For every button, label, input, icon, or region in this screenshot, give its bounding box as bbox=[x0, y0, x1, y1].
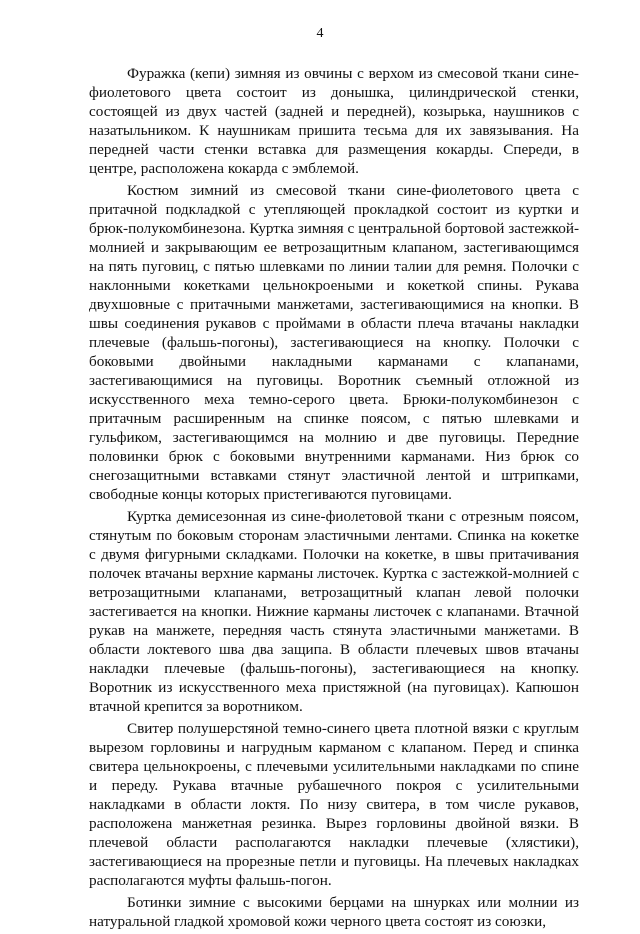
document-body bbox=[89, 64, 579, 934]
page-number: 4 bbox=[316, 26, 324, 41]
paragraph-cap: Фуражка (кепи) зимняя из овчины с верхом из смесовой ткани сине-фиолетового цвета состоит из донышка, цилиндрической стенки, состоящей из двух частей (задней и передней), козырька, наушников с назатыльником. К наушникам пришита тесьма для их завязывания. На передней части стенки вставка для размещения кокарды. Спереди, в центре, расположена кокарда с эмблемой. bbox=[89, 65, 579, 177]
paragraph-winter-suit: Костюм зимний из смесовой ткани сине-фиолетового цвета с притачной подкладкой с утепляющей прокладкой состоит из куртки и брюк-полукомбинезона. Куртка зимняя с центральной бортовой застежкой-молнией и закрывающим ее ветрозащитным клапаном, застегивающимся на пять пуговиц, с пятью шлевками по линии талии для ремня. Полочки с наклонными кокетками цельнокроеными и кокеткой спины. Рукава двухшовные с притачными манжетами, застегивающимися на кнопки. В швы соединения рукавов с проймами в области плеча втачаны накладки плечевые (фальшь-погоны), застегивающиеся на кнопку. Полочки с боковыми двойными накладными карманами с клапанами, застегивающимися на пуговицы. Воротник съемный отложной из искусственного меха темно-серого цвета. Брюки-полукомбинезон с притачным расширенным на спинке поясом, с пятью шлевками и гульфиком, застегивающимся на молнию и две пуговицы. Передние половинки брюк с боковыми внутренними карманами. Низ брюк со снегозащитными вставками стянут эластичной лентой и штрипками, свободные концы которых пристегиваются пуговицами. bbox=[89, 182, 579, 503]
paragraph-demi-season-jacket: Куртка демисезонная из сине-фиолетовой ткани с отрезным поясом, стянутым по боковым сторонам эластичными лентами. Спинка на кокетке с двумя фигурными складками. Полочки на кокетке, в швы притачивания полочек втачаны верхние карманы листочек. Куртка с застежкой-молнией с ветрозащитными клапанами, ветрозащитный клапан левой полочки застегивается на кнопки. Нижние карманы листочек с клапанами. Втачной рукав на манжете, передняя часть стянута эластичными манжетами. В области локтевого шва два защипа. В области плечевых швов втачаны накладки плечевые (фальшь-погоны), застегивающиеся на кнопку. Воротник из искусственного меха пристяжной (на пуговицах). Капюшон втачной крепится за воротником. bbox=[89, 508, 579, 715]
paragraph-winter-boots: Ботинки зимние с высокими берцами на шнурках или молнии из натуральной гладкой хромовой кожи черного цвета состоят из союзки, bbox=[89, 894, 579, 930]
paragraph-sweater: Свитер полушерстяной темно-синего цвета плотной вязки с круглым вырезом горловины и нагрудным карманом с клапаном. Перед и спинка свитера цельнокроены, с плечевыми усилительными накладками по спине и переду. Рукава втачные рубашечного покроя с усилительными накладками в области локтя. По низу свитера, в том числе рукавов, расположена манжетная резинка. Вырез горловины двойной вязки. В плечевой области располагаются накладки плечевые (хлястики), застегивающиеся на прорезные петли и пуговицы. На плечевых накладках располагаются муфты фальшь-погон. bbox=[89, 720, 579, 889]
